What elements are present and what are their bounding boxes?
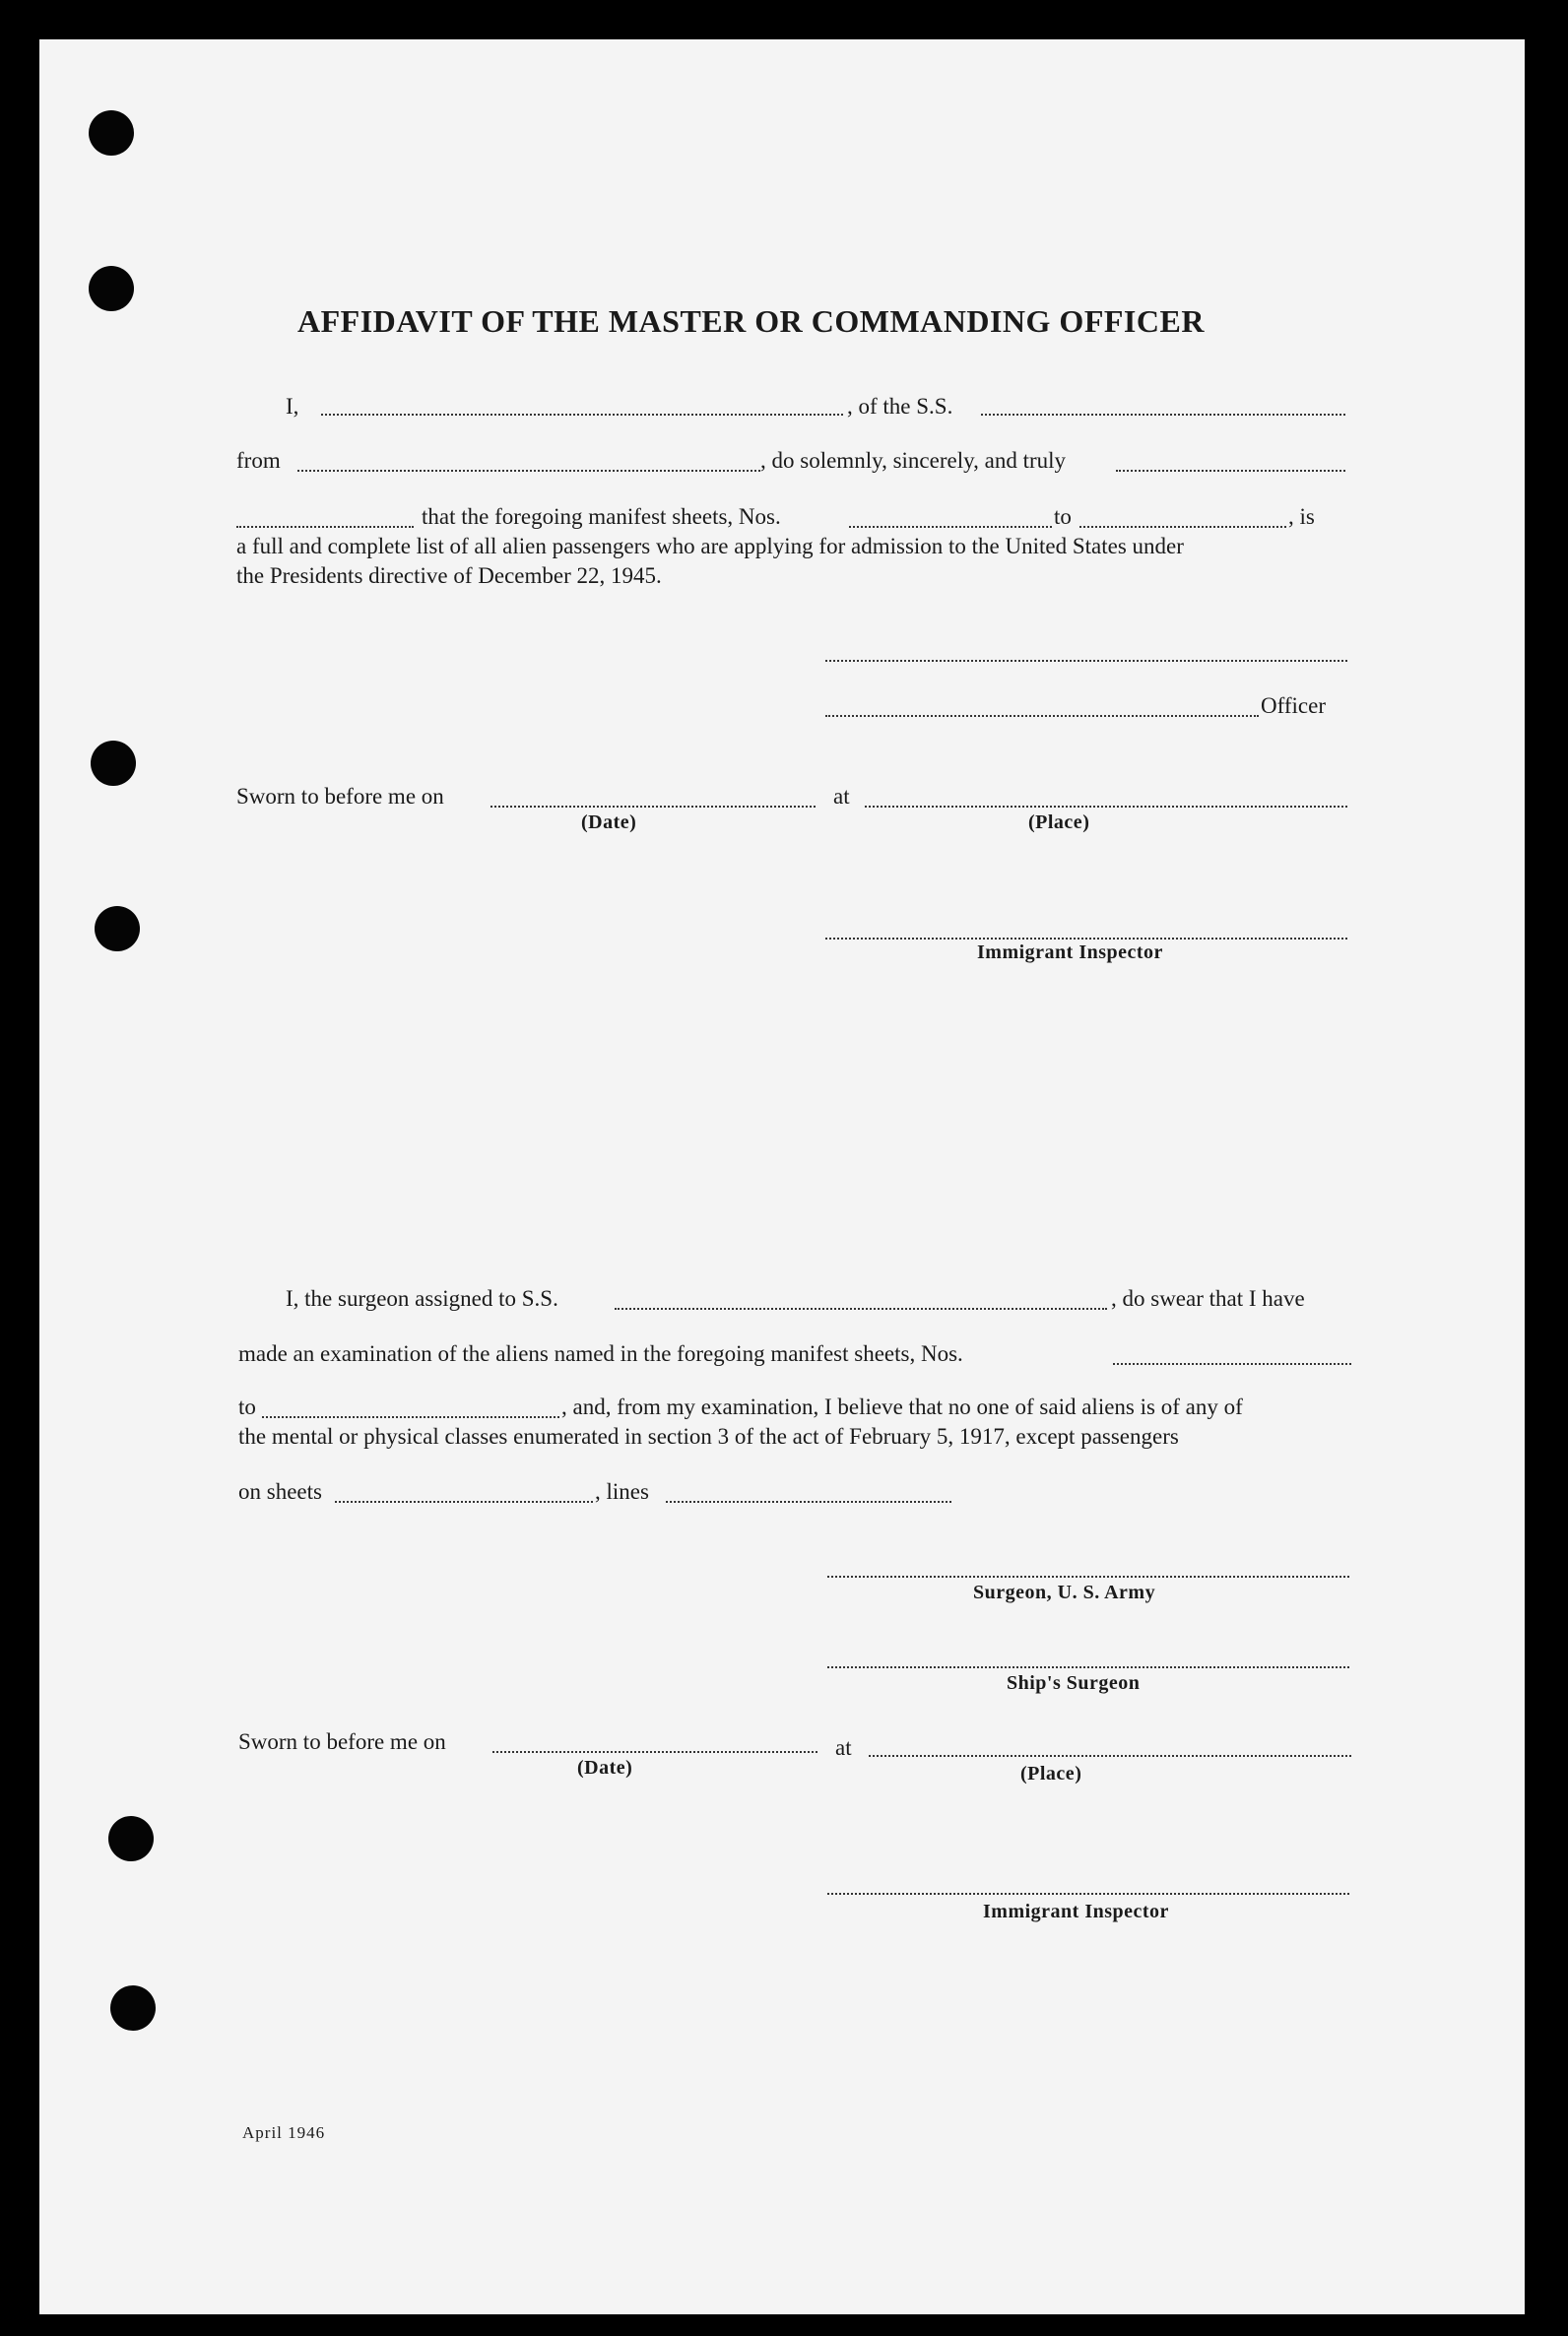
punch-hole	[110, 1985, 156, 2031]
punch-hole	[91, 741, 136, 786]
surgeon-ship-field[interactable]	[615, 1308, 1107, 1310]
master-nos-from-field[interactable]	[849, 526, 1052, 528]
master-ship-field[interactable]	[981, 414, 1345, 416]
master-sworn-label: Sworn to before me on	[236, 784, 444, 809]
master-nos-to-field[interactable]	[1079, 526, 1286, 528]
surgeon-text-line4: the mental or physical classes enumerated in section 3 of the act of February 5, 1917, except passengers	[238, 1424, 1179, 1449]
master-from-field[interactable]	[297, 470, 760, 472]
master-oath-field[interactable]	[1116, 470, 1345, 472]
surgeon-date-caption: (Date)	[577, 1757, 633, 1779]
surgeon-nos-from-field[interactable]	[1113, 1363, 1351, 1365]
master-sworn-place-field[interactable]	[865, 806, 1347, 808]
surgeon-army-caption: Surgeon, U. S. Army	[973, 1582, 1156, 1603]
surgeon-inspector-signature-field[interactable]	[827, 1893, 1349, 1895]
master-date-caption: (Date)	[581, 811, 637, 833]
master-to-label: to	[1054, 504, 1072, 529]
surgeon-to-label: to	[238, 1395, 256, 1419]
surgeon-sworn-label: Sworn to before me on	[238, 1729, 446, 1754]
surgeon-text-line1-end: , do swear that I have	[1111, 1286, 1305, 1311]
master-sworn-date-field[interactable]	[490, 806, 816, 808]
surgeon-sheets-label: on sheets	[238, 1479, 322, 1504]
master-officer-field[interactable]	[825, 715, 1259, 717]
master-text-line4: a full and complete list of all alien passengers who are applying for admission to the United States under	[236, 534, 1184, 558]
master-place-caption: (Place)	[1028, 811, 1090, 833]
surgeon-nos-to-field[interactable]	[262, 1416, 559, 1418]
master-of-ss-label: , of the S.S.	[847, 394, 953, 419]
surgeon-at-label: at	[835, 1735, 852, 1760]
master-signature-field[interactable]	[825, 660, 1347, 662]
surgeon-text-line2: made an examination of the aliens named in the foregoing manifest sheets, Nos.	[238, 1341, 963, 1366]
master-is-label: , is	[1288, 504, 1315, 529]
ship-surgeon-caption: Ship's Surgeon	[1007, 1672, 1141, 1694]
master-from-label: from	[236, 448, 281, 473]
page-title: AFFIDAVIT OF THE MASTER OR COMMANDING OFFICER	[297, 303, 1205, 339]
punch-hole	[108, 1816, 154, 1861]
master-inspector-caption: Immigrant Inspector	[977, 941, 1163, 963]
master-manifest-label: that the foregoing manifest sheets, Nos.	[422, 504, 781, 529]
master-solemnly-label: , do solemnly, sincerely, and truly	[760, 448, 1067, 473]
master-inspector-signature-field[interactable]	[825, 938, 1347, 940]
surgeon-sworn-place-field[interactable]	[869, 1755, 1351, 1757]
surgeon-lines-label: , lines	[595, 1479, 649, 1504]
surgeon-text-line3: , and, from my examination, I believe that no one of said aliens is of any of	[561, 1395, 1243, 1419]
surgeon-sworn-date-field[interactable]	[492, 1751, 817, 1753]
punch-hole	[89, 266, 134, 311]
surgeon-text-line1: I, the surgeon assigned to S.S.	[286, 1286, 558, 1311]
punch-hole	[95, 906, 140, 951]
form-date: April 1946	[242, 2123, 326, 2142]
surgeon-army-signature-field[interactable]	[827, 1576, 1349, 1578]
surgeon-place-caption: (Place)	[1020, 1763, 1082, 1784]
master-at-label: at	[833, 784, 850, 809]
master-name-field[interactable]	[321, 414, 843, 416]
surgeon-lines-field[interactable]	[666, 1501, 951, 1503]
surgeon-sheets-field[interactable]	[335, 1501, 593, 1503]
master-i-label: I,	[286, 394, 299, 419]
master-oath-word-field[interactable]	[236, 526, 414, 528]
document-page	[39, 39, 1525, 2314]
punch-hole	[89, 110, 134, 156]
ship-surgeon-signature-field[interactable]	[827, 1666, 1349, 1668]
master-officer-label: Officer	[1261, 693, 1326, 718]
surgeon-inspector-caption: Immigrant Inspector	[983, 1901, 1169, 1922]
master-text-line5: the Presidents directive of December 22, 1945.	[236, 563, 662, 588]
